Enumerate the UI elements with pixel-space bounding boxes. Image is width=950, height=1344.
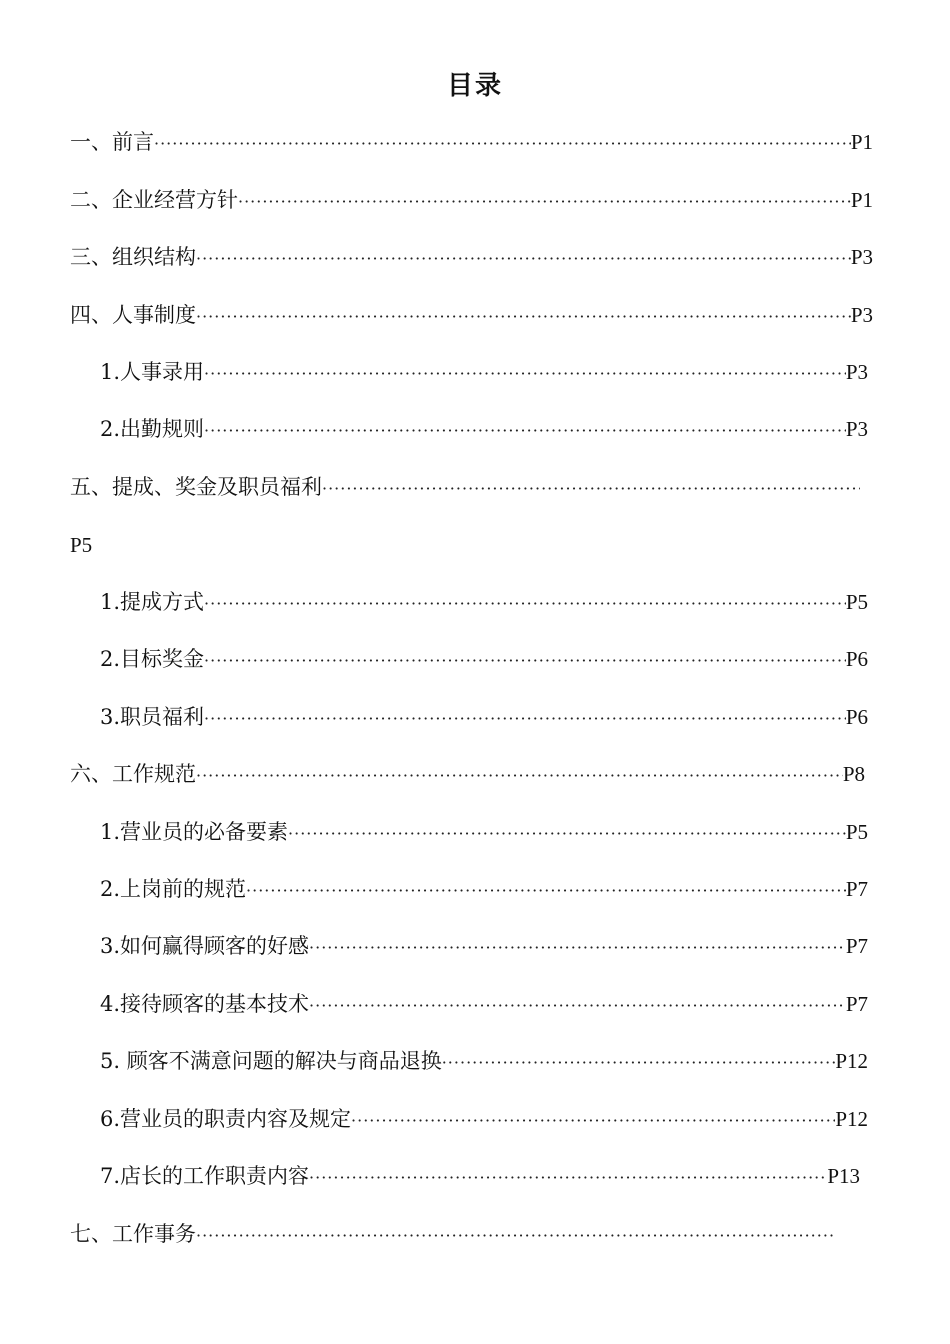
toc-dot-leader [154,126,851,160]
toc-subentry[interactable] [100,584,868,620]
toc-subentry[interactable] [100,354,868,390]
toc-entry-title: 1.提成方式 [100,590,205,614]
toc-subentry[interactable] [100,699,868,735]
toc-entry[interactable] [70,124,873,160]
toc-dot-leader [238,184,851,218]
toc-subentry[interactable] [100,928,868,964]
toc-subentry[interactable] [100,641,868,677]
toc-entry-title: 三、组织结构 [70,245,196,269]
toc-dot-leader [204,643,846,677]
toc-entry[interactable] [70,469,860,505]
toc-page-number: P12 [835,1107,868,1131]
toc-entry-title: 2.上岗前的规范 [100,877,247,901]
toc-page-number: P6 [845,705,868,729]
toc-entry[interactable] [70,239,873,275]
toc-subentry[interactable] [100,1043,868,1079]
toc-dot-leader [288,816,846,850]
toc-page-number: P3 [850,303,873,327]
toc-page-number: P12 [835,1049,868,1073]
toc-page-number: P8 [842,762,865,786]
toc-entry[interactable] [70,297,873,333]
toc-entry-title: 五、提成、奖金及职员福利 [70,475,322,499]
toc-entry-title: 4.接待顾客的基本技术 [100,992,310,1016]
toc-dot-leader [351,1103,835,1137]
toc-page-number: P13 [827,1164,860,1188]
toc-entry-title: 1.营业员的必备要素 [100,820,289,844]
toc-entry-title: 3.如何赢得顾客的好感 [100,934,310,958]
toc-entry-title: 2.目标奖金 [100,647,205,671]
toc-entry-title: 一、前言 [70,130,154,154]
toc-entry-title: 二、企业经营方针 [70,188,238,212]
toc-dot-leader [309,930,846,964]
toc-dot-leader [204,701,846,735]
toc-entry-title: 3.职员福利 [100,705,205,729]
toc-entry-title: 六、工作规范 [70,762,196,786]
toc-dot-leader [196,758,843,792]
toc-page-number: P5 [845,820,868,844]
toc-page-number: P3 [850,245,873,269]
toc-page-number: P5 [70,533,93,557]
toc-subentry[interactable] [100,1158,860,1194]
page-title: 目录 [446,71,503,101]
toc-entry-title: 1.人事录用 [100,360,205,384]
toc-entry-title: 5. 顾客不满意问题的解决与商品退换 [100,1049,442,1073]
toc-subentry[interactable] [100,1101,868,1137]
toc-page-number: P1 [850,188,873,212]
toc-dot-leader [246,873,846,907]
toc-dot-leader [204,356,846,390]
toc-dot-leader [309,1160,827,1194]
toc-dot-leader [196,1218,835,1252]
toc-subentry[interactable] [100,814,868,850]
toc-entry-title: 2.出勤规则 [100,417,205,441]
toc-page-number: P7 [845,934,868,958]
toc-entry[interactable] [70,182,873,218]
toc-page-number: P6 [845,647,868,671]
toc-dot-leader [196,241,851,275]
toc-page-number: P5 [845,590,868,614]
toc-entry[interactable] [70,756,865,792]
toc-dot-leader [309,988,846,1022]
toc-dot-leader [442,1045,836,1079]
toc-page-number: P7 [845,877,868,901]
toc-page-number: P7 [845,992,868,1016]
toc-subentry[interactable] [100,411,868,447]
toc-entry-title: 7.店长的工作职责内容 [100,1164,310,1188]
toc-dot-leader [322,471,860,505]
toc-entry-title: 七、工作事务 [70,1222,196,1246]
toc-subentry[interactable] [100,871,868,907]
toc-page-number: P3 [845,417,868,441]
toc-entry[interactable] [70,1216,835,1252]
toc-dot-leader [196,299,851,333]
toc-page-number: P3 [845,360,868,384]
toc-entry-title: 6.营业员的职责内容及规定 [100,1107,352,1131]
toc-dot-leader [204,586,846,620]
toc-dot-leader [204,413,846,447]
toc-subentry[interactable] [100,986,868,1022]
toc-entry-title: 四、人事制度 [70,303,196,327]
toc-page-number: P1 [850,130,873,154]
